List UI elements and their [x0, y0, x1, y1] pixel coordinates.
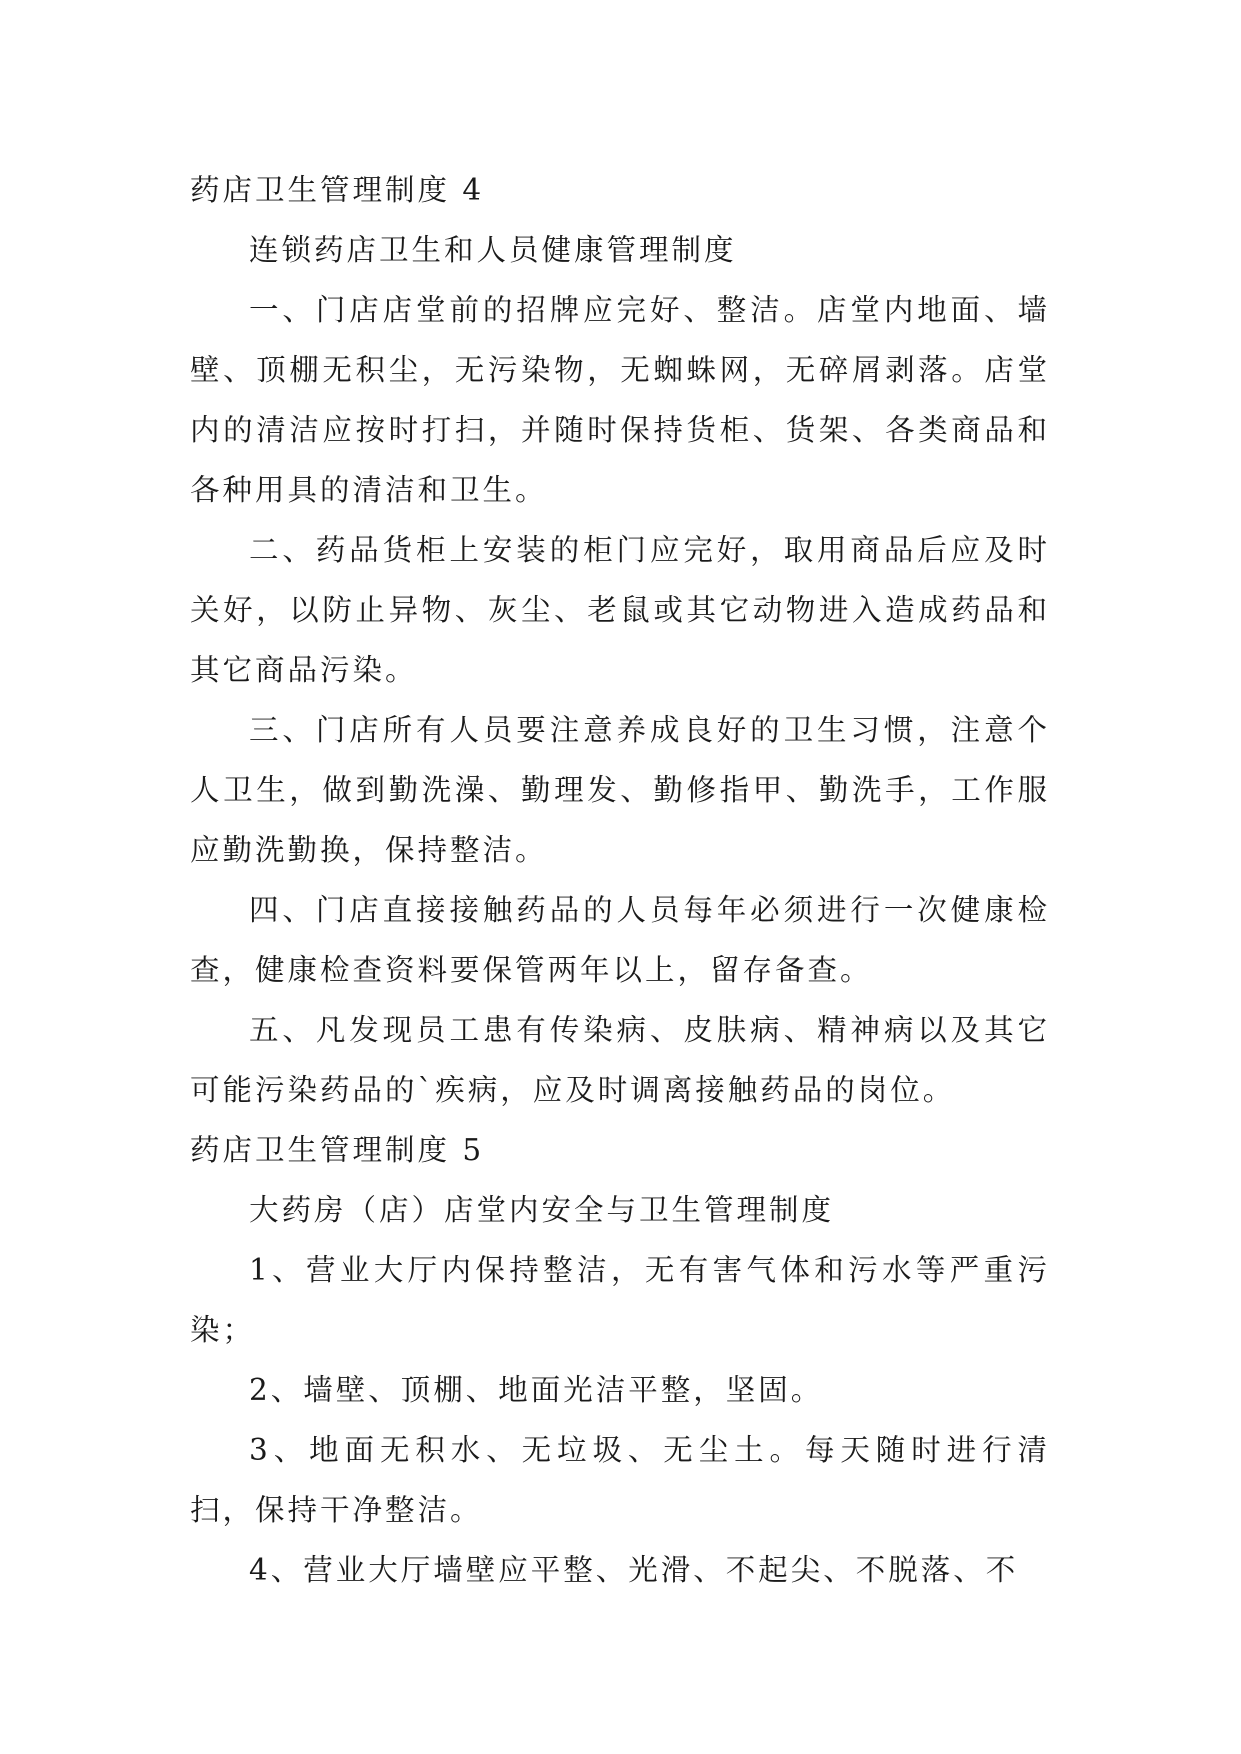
paragraph: 五、凡发现员工患有传染病、皮肤病、精神病以及其它可能污染药品的`疾病，应及时调离接触药品的岗位。 — [190, 1013, 1050, 1107]
section-subtitle: 连锁药店卫生和人员健康管理制度 — [249, 233, 737, 267]
section-heading: 药店卫生管理制度 5 — [190, 1133, 485, 1167]
paragraph: 3、地面无积水、无垃圾、无尘土。每天随时进行清扫，保持干净整洁。 — [190, 1433, 1050, 1527]
paragraph: 一、门店店堂前的招牌应完好、整洁。店堂内地面、墙壁、顶棚无积尘，无污染物，无蜘蛛网，无碎屑剥落。店堂内的清洁应按时打扫，并随时保持货柜、货架、各类商品和各种用具的清洁和卫生。 — [190, 293, 1050, 507]
paragraph: 2、墙壁、顶棚、地面光洁平整，坚固。 — [249, 1373, 824, 1407]
document-body — [190, 160, 1050, 1600]
paragraph: 4、营业大厅墙壁应平整、光滑、不起尖、不脱落、不 — [249, 1553, 1019, 1587]
paragraph: 二、药品货柜上安装的柜门应完好，取用商品后应及时关好，以防止异物、灰尘、老鼠或其它动物进入造成药品和其它商品污染。 — [190, 533, 1050, 687]
section-heading: 药店卫生管理制度 4 — [190, 173, 485, 207]
paragraph: 四、门店直接接触药品的人员每年必须进行一次健康检查，健康检查资料要保管两年以上，留存备查。 — [190, 893, 1050, 987]
paragraph: 三、门店所有人员要注意养成良好的卫生习惯，注意个人卫生，做到勤洗澡、勤理发、勤修指甲、勤洗手，工作服应勤洗勤换，保持整洁。 — [190, 713, 1050, 867]
paragraph: 1、营业大厅内保持整洁，无有害气体和污水等严重污染； — [190, 1253, 1050, 1347]
section-subtitle: 大药房（店）店堂内安全与卫生管理制度 — [249, 1193, 835, 1227]
